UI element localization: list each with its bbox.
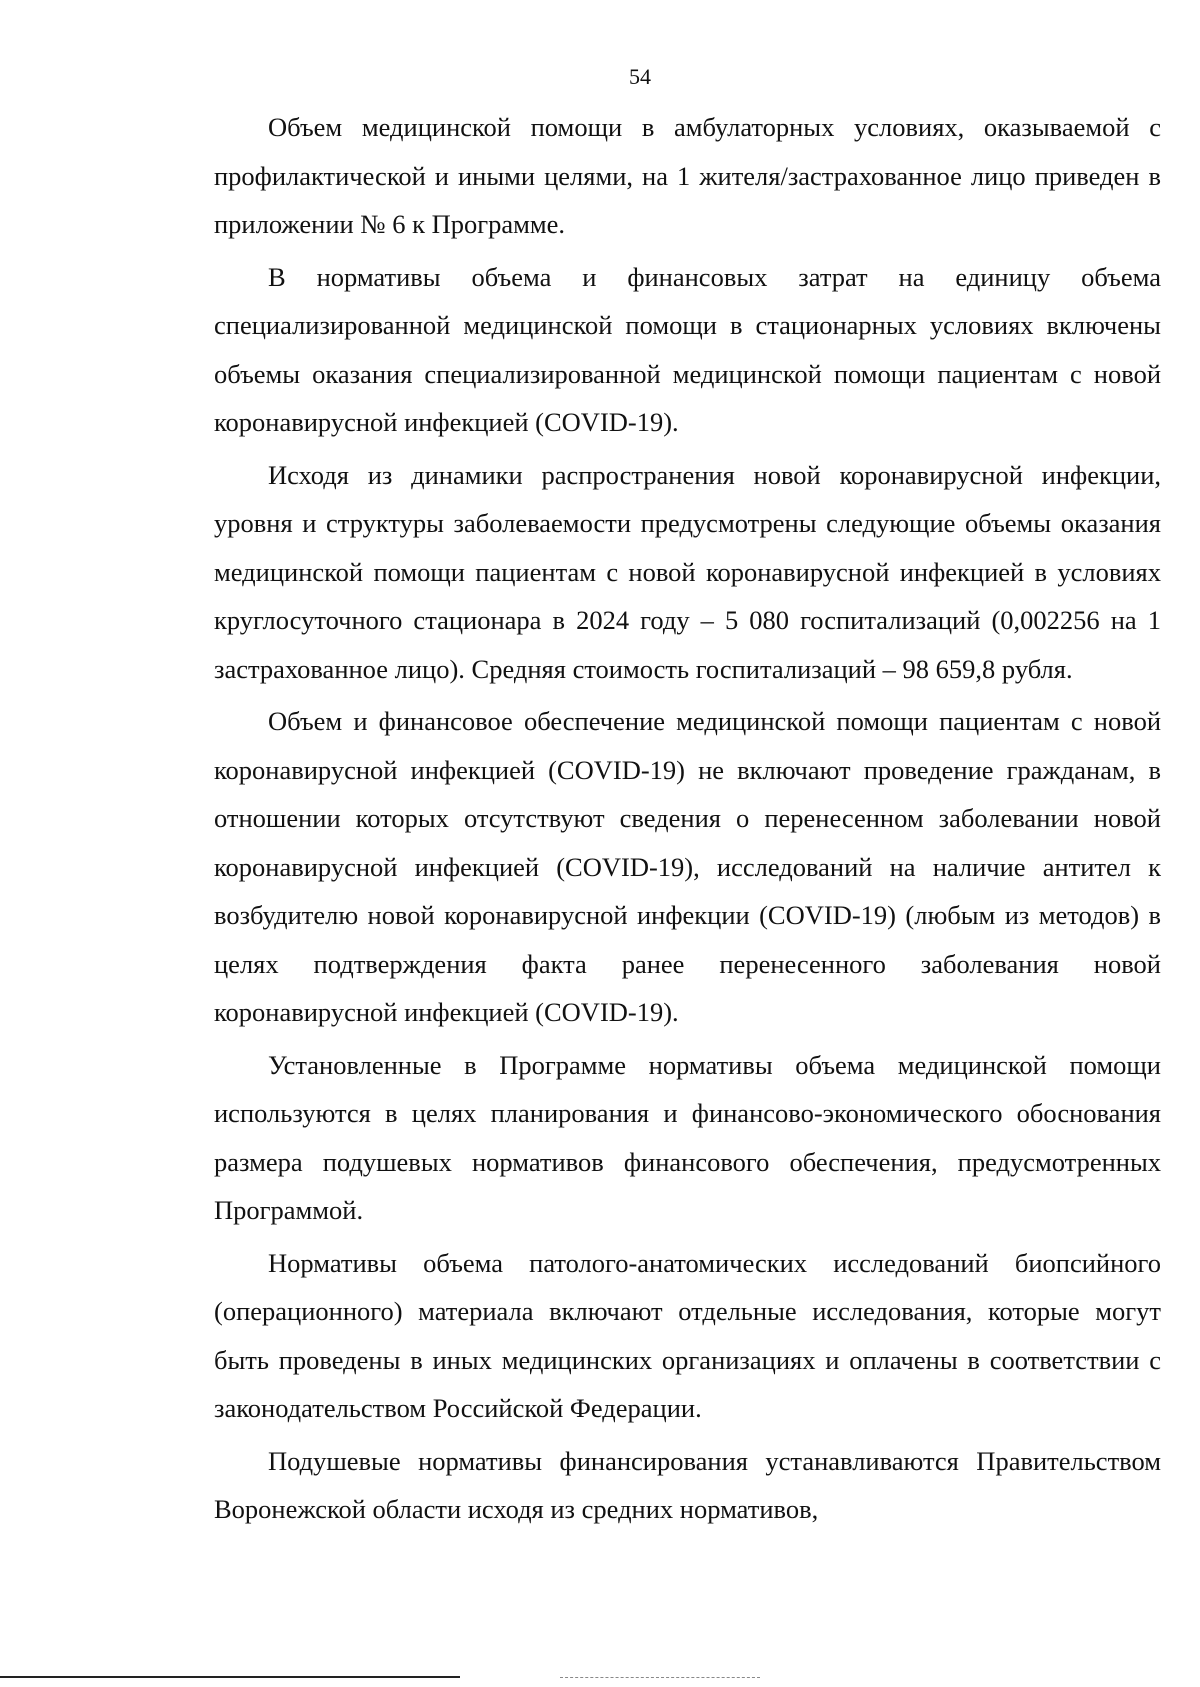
paragraph-pathology-norms: Нормативы объема патолого-анатомических исследований биопсийного (операционного) материала включают отдельные исследования, которые могут быть проведены в иных медицинских организациях и оплачены в соответствии с законодательством Российской Федерации. bbox=[214, 1247, 1161, 1423]
document-body bbox=[214, 103, 1161, 1538]
paragraph-covid-funding: Объем и финансовое обеспечение медицинской помощи пациентам с новой коронавирусной инфекцией (COVID-19) не включают проведение гражданам, в отношении которых отсутствуют сведения о перенесенном заболевании новой коронавирусной инфекцией (COVID-19), исследований на наличие антител к возбудителю новой коронавирусной инфекции (COVID-19) (любым из методов) в целях подтверждения факта ранее перенесенного заболевания новой коронавирусной инфекцией (COVID-19). bbox=[214, 706, 1161, 1027]
paragraph-outpatient-volume: Объем медицинской помощи в амбулаторных условиях, оказываемой с профилактической и иными целями, на 1 жителя/застрахованное лицо приведен в приложении № 6 к Программе. bbox=[214, 112, 1161, 239]
bottom-scan-line bbox=[0, 1676, 460, 1678]
paragraph-planning-norms: Установленные в Программе нормативы объема медицинской помощи используются в целях планирования и финансово-экономического обоснования размера подушевых нормативов финансового обеспечения, предусмотренных Программой. bbox=[214, 1049, 1161, 1225]
paragraph-per-capita-norms: Подушевые нормативы финансирования устанавливаются Правительством Воронежской области исходя из средних нормативов, bbox=[214, 1445, 1161, 1524]
page-number: 54 bbox=[629, 64, 651, 89]
bottom-scan-line-dashed bbox=[560, 1677, 760, 1678]
paragraph-covid-hospitalization: Исходя из динамики распространения новой коронавирусной инфекции, уровня и структуры заболеваемости предусмотрены следующие объемы оказания медицинской помощи пациентам с новой коронавирусной инфекцией в условиях круглосуточного стационара в 2024 году – 5 080 госпитализаций (0,002256 на 1 застрахованное лицо). Средняя стоимость госпитализаций – 98 659,8 рубля. bbox=[214, 459, 1161, 684]
paragraph-specialized-care: В нормативы объема и финансовых затрат на единицу объема специализированной медицинской помощи в стационарных условиях включены объемы оказания специализированной медицинской помощи пациентам с новой коронавирусной инфекцией (COVID-19). bbox=[214, 261, 1161, 437]
